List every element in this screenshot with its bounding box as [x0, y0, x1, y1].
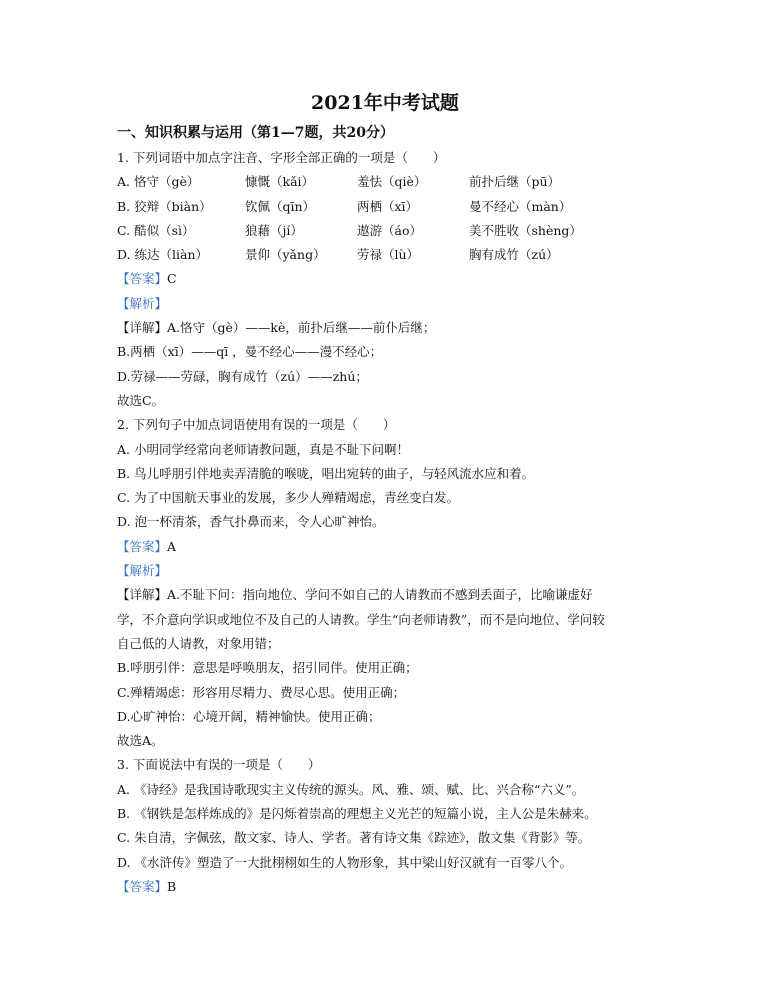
question-2-detail-line: 自己低的人请教，对象用错； [117, 635, 280, 651]
question-2-option-c: C. 为了中国航天事业的发展，多少人殚精竭虑，青丝变白发。 [117, 490, 460, 506]
question-2-option-d: D. 泡一杯清茶，香气扑鼻而来，令人心旷神怡。 [117, 514, 385, 530]
question-1-detail-line [117, 316, 662, 340]
question-1-option-d [117, 243, 662, 267]
option-word: C. 酷似（sì） [117, 222, 195, 238]
page-title: 2021年中考试题 [311, 92, 459, 114]
option-word: D. 练达（liàn） [117, 247, 209, 263]
detail-text: A.恪守（gè）——kè，前扑后继——前仆后继； [167, 320, 436, 336]
question-2-option-a: A. 小明同学经常向老师请教问题，真是不耻下问啊！ [117, 441, 409, 457]
option-word: 慷慨（kǎi） [245, 174, 315, 190]
option-word: A. 恪守（gè） [117, 174, 200, 190]
question-1-answer [117, 267, 662, 291]
section-heading: 一、知识积累与运用（第1—7题，共20分） [117, 125, 394, 141]
question-1-option-a [117, 170, 662, 194]
option-word: 两栖（xī） [357, 198, 419, 214]
answer-value: C [167, 271, 177, 287]
option-word: 前扑后继（pū） [469, 174, 561, 190]
answer-tag: 【答案】 [117, 271, 168, 287]
answer-value: A [167, 538, 177, 554]
question-2-detail-line: C.殚精竭虑：形容用尽精力、费尽心思。使用正确； [117, 684, 406, 700]
document-body [117, 146, 662, 899]
detail-tag: 【详解】 [117, 320, 168, 336]
answer-tag: 【答案】 [117, 538, 168, 554]
option-word: B. 狡辩（biàn） [117, 198, 212, 214]
answer-tag: 【答案】 [117, 878, 168, 894]
option-word: 胸有成竹（zú） [469, 247, 559, 263]
option-word: 遨游（áo） [357, 222, 422, 238]
question-3-option-a: A. 《诗经》是我国诗歌现实主义传统的源头。风、雅、颂、赋、比、兴合称“六义”。 [117, 781, 585, 797]
question-2-stem: 2. 下列句子中加点词语使用有误的一项是（ ） [117, 417, 396, 433]
question-2-conclusion: 故选A。 [117, 733, 164, 749]
answer-value: B [167, 878, 177, 894]
question-3-option-c: C. 朱自清，字佩弦，散文家、诗人、学者。著有诗文集《踪迹》，散文集《背影》等。 [117, 830, 591, 846]
question-2-detail-line [117, 583, 662, 607]
question-2-answer [117, 535, 662, 559]
question-3-answer [117, 875, 662, 899]
option-word: 曼不经心（màn） [469, 198, 572, 214]
question-1-option-b [117, 195, 662, 219]
option-word: 钦佩（qīn） [245, 198, 316, 214]
question-1-detail-line: B.两栖（xī）——qī ，曼不经心——漫不经心； [117, 344, 383, 360]
detail-tag: 【详解】 [117, 587, 168, 603]
question-2-detail-line: D.心旷神怡：心境开阔，精神愉快。使用正确； [117, 708, 381, 724]
question-2-option-b: B. 鸟儿呼朋引伴地卖弄清脆的喉咙，唱出宛转的曲子，与轻风流水应和着。 [117, 465, 535, 481]
question-1-option-c [117, 219, 662, 243]
option-word: 景仰（yǎng） [245, 247, 326, 263]
question-2-detail-line: B.呼朋引伴：意思是呼唤朋友，招引同伴。使用正确； [117, 660, 418, 676]
analysis-tag: 【解析】 [117, 295, 168, 311]
question-2-analysis [117, 559, 662, 583]
question-3-stem: 3. 下面说法中有误的一项是（ ） [117, 757, 321, 773]
question-2-detail-line: 学，不介意向学识或地位不及自己的人请教。学生“向老师请教”，而不是向地位、学问较 [117, 611, 605, 627]
question-3-option-b: B. 《钢铁是怎样炼成的》是闪烁着崇高的理想主义光芒的短篇小说，主人公是朱赫来。 [117, 806, 597, 822]
option-word: 羞怯（qiè） [357, 174, 427, 190]
question-1-stem: 1. 下列词语中加点字注音、字形全部正确的一项是（ ） [117, 150, 446, 165]
option-word: 劳禄（lù） [357, 247, 420, 263]
question-3-option-d: D. 《水浒传》塑造了一大批栩栩如生的人物形象，其中梁山好汉就有一百零八个。 [117, 854, 573, 870]
question-1-analysis [117, 292, 662, 316]
question-1-conclusion: 故选C。 [117, 392, 165, 408]
option-word: 美不胜收（shèng） [469, 222, 582, 238]
option-word: 狼藉（jí） [245, 222, 303, 238]
question-1-detail-line: D.劳禄——劳碌，胸有成竹（zú）——zhú； [117, 368, 368, 384]
analysis-tag: 【解析】 [117, 563, 168, 579]
detail-text: A.不耻下问：指向地位、学问不如自己的人请教而不感到丢面子，比喻谦虚好 [167, 587, 593, 603]
